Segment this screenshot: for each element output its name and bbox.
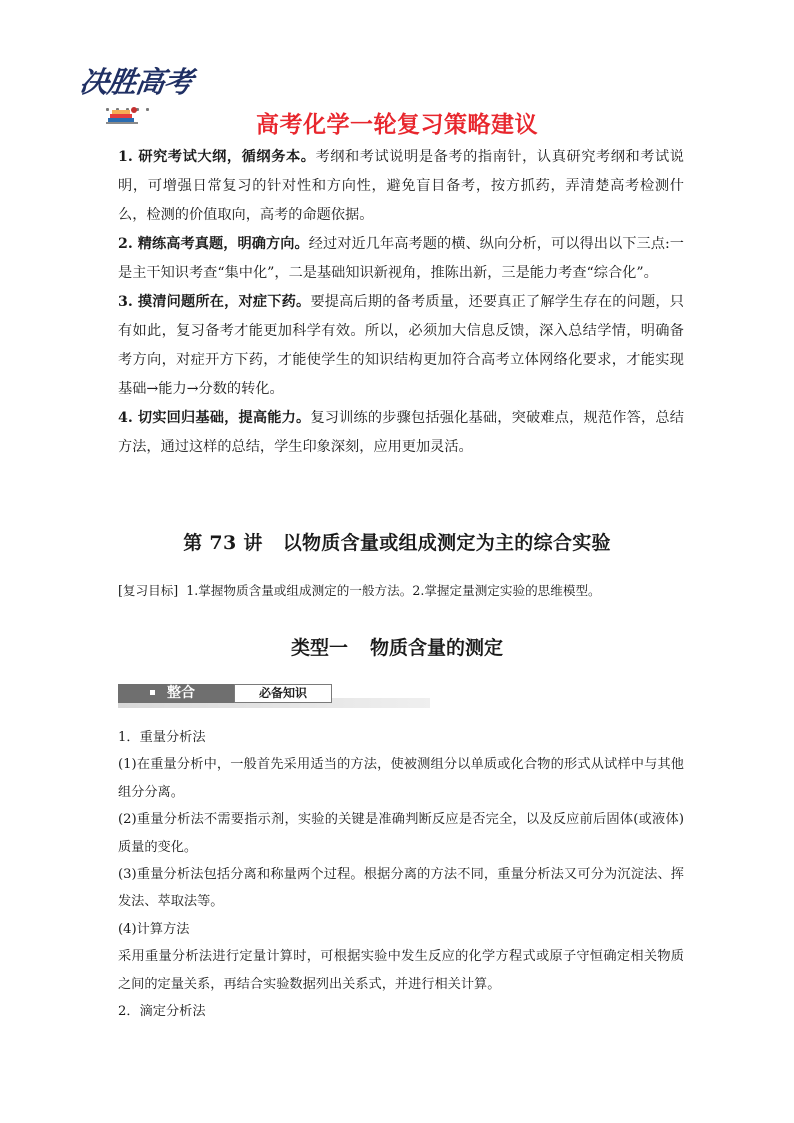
body-paragraph: (4)计算方法 <box>118 921 190 937</box>
section-banner <box>118 684 430 708</box>
body-paragraph: 采用重量分析法进行定量计算时，可根据实验中发生反应的化学方程式或原子守恒确定相关物质之间的定量关系，再结合实验数据列出关系式，并进行相关计算。 <box>118 949 684 992</box>
banner-sub: 必备知识 <box>234 684 332 703</box>
lecture-number: 第 73 讲 <box>183 532 263 554</box>
lecture-title <box>0 528 794 555</box>
advice-item: 1. 研究考试大纲，循纲务本。考纲和考试说明是备考的指南针，认真研究考纲和考试说明，可增强日常复习的针对性和方向性，避免盲目备考，按方抓药，弄清楚高考检测什么，检测的价值取向，高考的命题依据。 <box>118 149 684 223</box>
logo-dots <box>106 96 156 102</box>
section-name: 物质含量的测定 <box>370 637 504 659</box>
body-heading: 2．滴定分析法 <box>118 1004 206 1020</box>
review-goals <box>118 580 698 599</box>
body-heading: 1．重量分析法 <box>118 730 206 745</box>
body-paragraph: (1)在重量分析中，一般首先采用适当的方法，使被测组分以单质或化合物的形式从试样中与其他组分分离。 <box>118 757 684 800</box>
goals-label: [复习目标] <box>118 583 179 598</box>
body-paragraph: (2)重量分析法不需要指示剂，实验的关键是准确判断反应是否完全，以及反应前后固体(或液体)质量的变化。 <box>118 812 684 855</box>
main-title: 高考化学一轮复习策略建议 <box>256 112 538 138</box>
section-title <box>0 633 794 660</box>
advice-item: 2. 精练高考真题，明确方向。经过对近几年高考题的横、纵向分析，可以得出以下三点:一是主干知识考查“集中化”，二是基础知识新视角，推陈出新，三是能力考查“综合化”。 <box>118 236 684 281</box>
body-content <box>118 724 684 1025</box>
logo-text: 决胜高考 <box>77 65 195 99</box>
body-paragraph: (3)重量分析法包括分离和称量两个过程。根据分离的方法不同，重量分析法又可分为沉淀法、挥发法、萃取法等。 <box>118 867 684 910</box>
advice-item: 4. 切实回归基础，提高能力。复习训练的步骤包括强化基础，突破难点，规范作答，总结方法，通过这样的总结，学生印象深刻，应用更加灵活。 <box>118 410 684 455</box>
advice-item: 3. 摸清问题所在，对症下药。要提高后期的备考质量，还要真正了解学生存在的问题，只有如此，复习备考才能更加科学有效。所以，必须加大信息反馈，深入总结学情，明确备考方向，对症开方下药，才能使学生的知识结构更加符合高考立体网络化要求，才能实现基础→能力→分数的转化。 <box>118 294 684 397</box>
advice-section <box>118 143 684 462</box>
lecture-name: 以物质含量或组成测定为主的综合实验 <box>282 532 611 554</box>
goals-text: 1.掌握物质含量或组成测定的一般方法。2.掌握定量测定实验的思维模型。 <box>186 583 601 598</box>
section-number: 类型一 <box>290 637 348 659</box>
banner-main: 整合 <box>118 684 234 703</box>
square-icon <box>150 690 155 695</box>
